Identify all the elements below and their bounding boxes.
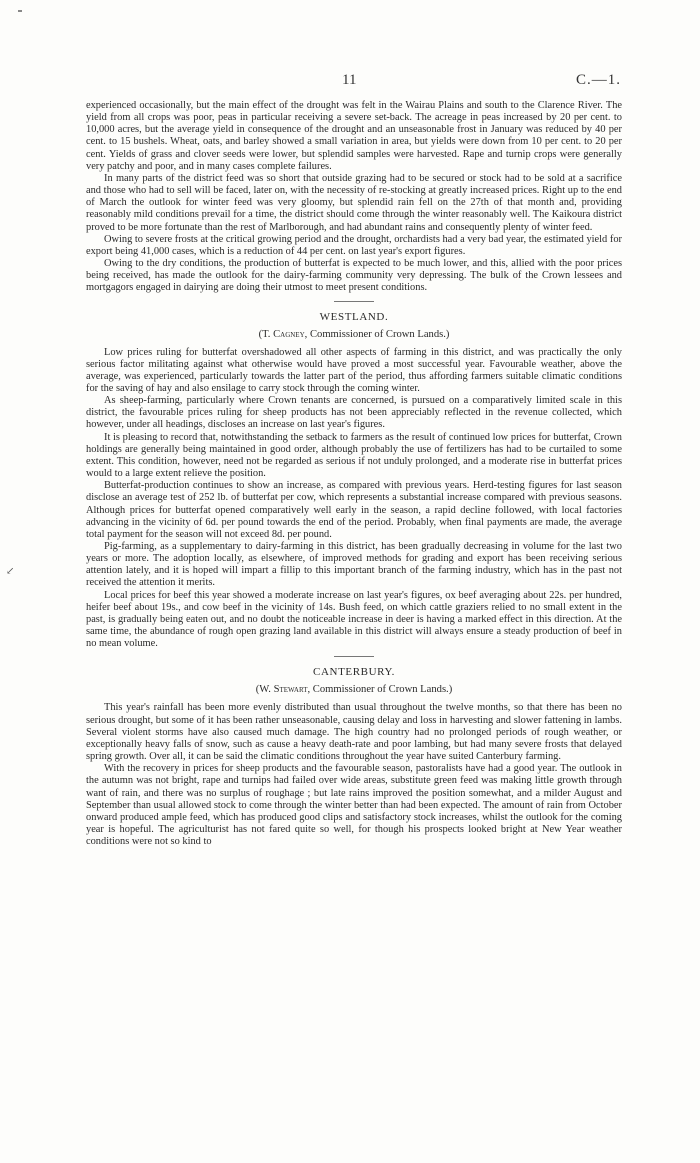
- page-number: 11: [342, 72, 357, 88]
- paragraph: Owing to the dry conditions, the production of butterfat is expected to be much lower, and this, allied with the poor prices being received, has made the outlook for the dairy-farming community very depressing. The bulk of the Crown lessees and mortgagors engaged in dairying are doing their utmost to meet present conditions.: [86, 258, 622, 294]
- westland-byline: [86, 328, 622, 341]
- byline-name: Cagney: [273, 328, 305, 340]
- paragraph: experienced occasionally, but the main effect of the drought was felt in the Wairau Plains and south to the Clarence River. The yield from all crops was poor, peas in particular receiving a severe set-back. The acreage in peas increased by 20 per cent. to 10,000 acres, but the average yield in consequence of the drought and an unseasonable frost in January was reduced by 40 per cent. to 15 bushels. Wheat, oats, and barley showed a small variation in area, but yields were down from 10 per cent. to 20 per cent. Yields of grass and clover seeds were lower, but splendid samples were harvested. Rape and turnip crops were generally very patchy and poor, and in many cases complete failures.: [86, 100, 622, 172]
- document-reference: C.—1.: [576, 72, 622, 88]
- byline-name: Stewart: [273, 684, 308, 696]
- section-divider: [334, 656, 374, 657]
- paragraph: Owing to severe frosts at the critical growing period and the drought, orchardists had a very bad year, the estimated yield for export being 41,000 cases, which is a reduction of 44 per cent. on last year's export figures.: [86, 233, 622, 257]
- paragraph: In many parts of the district feed was so short that outside grazing had to be secured or stock had to be sold at a sacrifice and those who had to sell will be faced, later on, with the necessity of re-stocking at greatly increased prices. Right up to the end of March the outlook for winter feed was very gloomy, but splendid rain fell on the 27th of that month and, providing reasonably mild conditions prevail for a time, the district should come through the winter reasonably well. The Kaikoura district proved to be more fortunate than the rest of Marlborough, and had abundant rains and consequently plenty of winter feed.: [86, 172, 622, 233]
- page-header: [0, 72, 700, 90]
- paragraph: It is pleasing to record that, notwithstanding the setback to farmers as the result of continued low prices for butterfat, Crown holdings are generally being maintained in good order, although probably the use of fertilizers has had to be curtailed to some extent. This condition, however, need not be regarded as serious if not unduly prolonged, and a moderate rise in butterfat prices would to a large extent relieve the position.: [86, 431, 622, 480]
- paragraph: This year's rainfall has been more evenly distributed than usual throughout the twelve months, so that there has been no serious drought, but some of it has been rather unseasonable, causing delay and loss in harvesting and slower fattening in lambs. Several violent storms have also caused much damage. The high country had no prolonged periods of rough weather, or exceptionally heavy falls of snow, such as cause a heavy death-rate and poor lambing, but had many severe frosts that delayed spring growth. Over all, it can be said the climatic conditions throughout the year have suited Canterbury farming.: [86, 702, 622, 763]
- paragraph: Low prices ruling for butterfat overshadowed all other aspects of farming in this district, and was practically the only serious factor militating against what otherwise would have proved a most successful year. Favourable weather, above the average, was experienced, particularly towards the latter part of the period, thus affording farmers suitable climatic conditions for the saving of hay and also ensilage to carry stock through the coming winter.: [86, 346, 622, 394]
- byline-rest: , Commissioner of Crown Lands.): [307, 684, 453, 696]
- paragraph: As sheep-farming, particularly where Crown tenants are concerned, is pursued on a comparatively limited scale in this district, the favourable prices ruling for sheep products has not been appreciably reflected in the revenue collected, which however, under all headings, discloses an increase on last year's figures.: [86, 395, 622, 431]
- paragraph: Local prices for beef this year showed a moderate increase on last year's figures, ox beef averaging about 22s. per hundred, heifer beef about 19s., and cow beef in the vicinity of 14s. Bush feed, on which cattle graziers relied to no small extent in the past, is gradually being eaten out, and no doubt the noticeable increase in deer is having a marked effect in this direction. At the same time, the abundance of rough open grazing land available in this district will always ensure a steady production of beef in no mean volume.: [86, 589, 622, 650]
- byline-initial: (W.: [255, 684, 274, 696]
- margin-mark: ↙: [6, 566, 15, 577]
- paragraph: With the recovery in prices for sheep products and the favourable season, pastoralists have had a good year. The outlook in the autumn was not bright, rape and turnips had failed over wide areas, substitute green feed was making little growth through want of rain, and there was no surplus of roughage ; but late rains improved the position somewhat, and a milder August and September than usual allowed stock to come through the winter better than had been expected. The amount of rain from October onward produced ample feed, which has produced good clips and satisfactory stock increases, whilst the outlook for the coming year is hopeful. The agriculturist has not fared quite so well, for though his prospects looked bright at New Year weather conditions were not so kind to: [86, 763, 622, 848]
- paragraph: Pig-farming, as a supplementary to dairy-farming in this district, has been gradually decreasing in volume for the last two years or more. The adoption locally, as elsewhere, of improved methods for grading and export has been receiving serious attention lately, and it is hoped will impart a fillip to this important branch of the farming industry, which has in the past not received the attention it merits.: [86, 541, 622, 589]
- section-divider: [334, 301, 374, 302]
- byline-initial: (T.: [258, 328, 274, 340]
- section-title-westland: WESTLAND.: [319, 310, 389, 323]
- document-body: [86, 100, 622, 848]
- canterbury-byline: [86, 683, 622, 696]
- section-title-canterbury: CANTERBURY.: [313, 666, 395, 679]
- byline-rest: , Commissioner of Crown Lands.): [304, 328, 450, 340]
- scan-mark: [18, 10, 22, 12]
- paragraph: Butterfat-production continues to show an increase, as compared with previous years. Herd-testing figures for last season disclose an average test of 252 lb. of butterfat per cow, which represents a substantial increase compared with previous seasons. Although prices for butterfat opened comparatively well early in the season, a rapid decline followed, with local factories advancing in the vicinity of 6d. per pound towards the end of the period. Probably, when final payments are made, the average total payment for the season will not exceed 8d. per pound.: [86, 480, 622, 540]
